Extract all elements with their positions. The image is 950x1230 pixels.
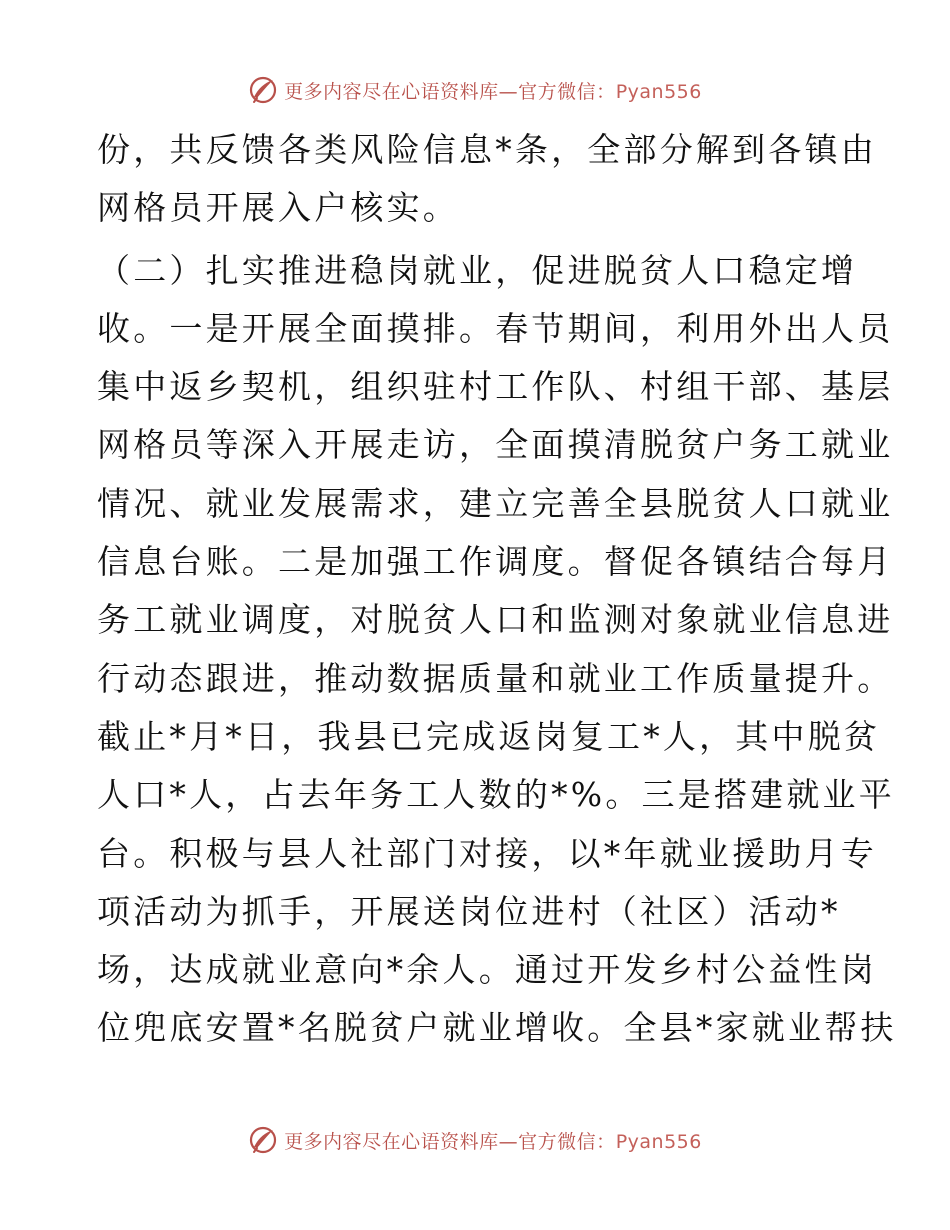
text-line: 场，达成就业意向*余人。通过开发乡村公益性岗 [97,950,877,990]
watermark-wechat-id: Pyan556 [615,1130,702,1153]
watermark-wechat-label: 官方微信： [518,80,616,103]
text-line: 行动态跟进，推动数据质量和就业工作质量提升。 [97,658,894,698]
text-line: 集中返乡契机，组织驻村工作队、村组干部、基层 [97,367,894,407]
section-heading-line: （二）扎实推进稳岗就业，促进脱贫人口稳定增 [97,250,858,290]
watermark-text [284,77,702,104]
document-body [97,121,897,1058]
text-line: 信息台账。二是加强工作调度。督促各镇结合每月 [97,542,894,582]
text-line: 份，共反馈各类风险信息*条，全部分解到各镇由 [97,130,877,169]
footer-watermark [0,1122,950,1158]
watermark-site: 更多内容尽在心语资料库 [284,80,499,103]
text-line: 台。积极与县人社部门对接，以*年就业援助月专 [97,833,877,873]
text-line: 位兜底安置*名脱贫户就业增收。全县*家就业帮扶 [97,1008,897,1048]
text-line: 情况、就业发展需求，建立完善全县脱贫人口就业 [97,483,894,523]
text-line: 截止*月*日，我县已完成返岗复工*人，其中脱贫 [97,716,881,756]
pen-logo-icon [248,75,278,105]
text-line: 人口*人，占去年务工人数的*%。三是搭建就业平 [97,775,895,815]
watermark-text [284,1127,702,1154]
text-line: 收。一是开展全面摸排。春节期间，利用外出人员 [97,308,894,348]
watermark-dash: — [498,80,519,103]
header-watermark [0,72,950,108]
pen-logo-icon [248,1125,278,1155]
text-line: 网格员开展入户核实。 [97,188,459,228]
text-line: 项活动为抓手，开展送岗位进村（社区）活动* [97,891,841,931]
watermark-site: 更多内容尽在心语资料库 [284,1130,499,1153]
watermark-dash: — [498,1130,519,1153]
watermark-wechat-label: 官方微信： [518,1130,616,1153]
text-line: 务工就业调度，对脱贫人口和监测对象就业信息进 [97,600,894,640]
text-line: 网格员等深入开展走访，全面摸清脱贫户务工就业 [97,425,894,465]
watermark-wechat-id: Pyan556 [615,80,702,103]
